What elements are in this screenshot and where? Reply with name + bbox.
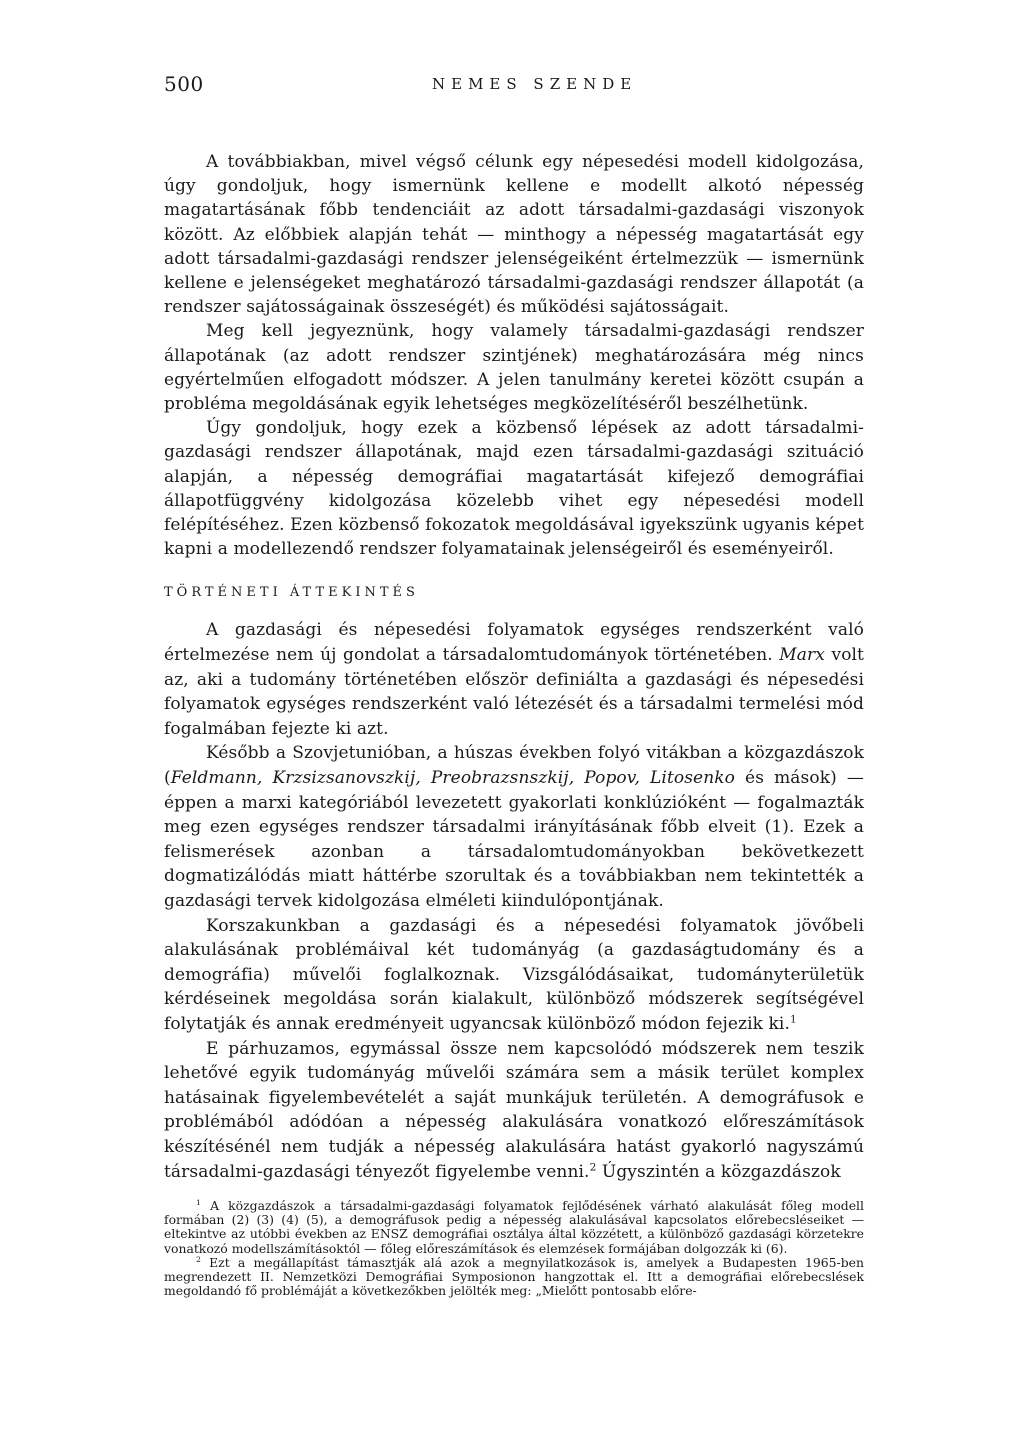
paragraph: A továbbiakban, mivel végső célunk egy népesedési modell kidolgozása, úgy gondoljuk, hogy ismernünk kellene e modellt alkotó népesség magatartásának főbb tendenciáit az adott társadalmi-gazdasági viszonyok között. Az előbbiek alapján tehát — minthogy a népesség magatartását egy adott társadalmi-gazdasági rendszer jelenségeiként értelmezzük — ismernünk kellene e jelenségeket meghatározó társadalmi-gazdasági rendszer állapotát (a rendszer sajátosságainak összeségét) és működési sajátosságait. <box>164 152 864 318</box>
paragraph-text: és mások) — éppen a marxi kategóriából levezetett gyakorlati konklúzióként — fogalmazták meg ezen egységes rendszer társadalmi irányításának főbb elveit (1). Ezek a felismerések azonban a társadalomtudományokban bekövetkezett dogmatizálódás miatt háttérbe szorultak és a továbbiakban nem tekintették a gazdasági tervek kidolgozása elméleti kiindulópontjának. <box>164 768 864 911</box>
paragraph-text: Korszakunkban a gazdasági és a népesedési folyamatok jövőbeli alakulásának problémáival két tudományág (a gazdaságtudomány és a demográfia) művelői foglalkoznak. Vizsgálódásaikat, tudományterületük kérdéseinek megoldása során kialakult, különböző módszerek segítségével folytatják és annak eredményeit ugyancsak különböző módon fejezik ki. <box>164 915 864 1034</box>
running-head-author: NEMES SZENDE <box>432 75 638 93</box>
footnote-number: 2 <box>196 1254 201 1264</box>
footnote <box>164 1256 864 1299</box>
author-name-marx: Marx <box>779 645 825 666</box>
footnotes <box>164 1199 864 1298</box>
page-number: 500 <box>164 72 204 96</box>
paragraph-text: volt az, aki a tudomány történetében először definiálta a gazdasági és népesedési folyamatok egységes rendszerként való létezését és a társadalmi termelési mód fogalmában fejezte ki azt. <box>164 645 864 739</box>
footnote-text: Ezt a megállapítást támasztják alá azok a megnyilatkozások is, amelyek a Budapesten 1965-ben megrendezett II. Nemzetközi Demográfiai Symposionon hangzottak el. Itt a demográfiai előrebecslések megoldandó fő problémáját a következőkben jelölték meg: „Mielőtt pontosabb előre- <box>164 1254 864 1299</box>
paragraph <box>164 914 864 1037</box>
paragraph <box>164 741 864 913</box>
body-text <box>164 150 864 1184</box>
footnote-text: A közgazdászok a társadalmi-gazdasági folyamatok fejlődésének várható alakulását főleg modell formában (2) (3) (4) (5), a demográfusok pedig a népesség alakulásával kapcsolatos előrebecsléseiket — eltekintve az utóbbi években az ENSZ demográfiai osztálya által közzétett, a különböző gazdasági körzetekre vonatkozó modellszámításoktól — főleg előreszámítások és elemzések formájában dolgozzák ki (6). <box>164 1198 864 1256</box>
paragraph: Meg kell jegyeznünk, hogy valamely társadalmi-gazdasági rendszer állapotának (az adott rendszer szintjének) meghatározására még nincs egyértelműen elfogadott módszer. A jelen tanulmány keretei között csupán a probléma megoldásának egyik lehetséges megközelítéséről beszélhetünk. <box>164 321 864 415</box>
paragraph-text: Úgyszintén a közgazdászok <box>601 1161 841 1182</box>
footnote <box>164 1199 864 1256</box>
author-names: Feldmann, Krzsizsanovszkij, Preobrazsnszkij, Popov, Litosenko <box>170 768 735 789</box>
footnote-ref: 1 <box>789 1013 797 1026</box>
running-head <box>164 72 864 100</box>
footnote-ref: 2 <box>589 1160 597 1173</box>
section-historical-overview <box>164 585 864 1184</box>
paragraph <box>164 1037 864 1185</box>
paragraph <box>164 618 864 741</box>
section-heading: TÖRTÉNETI ÁTTEKINTÉS <box>164 585 419 601</box>
paragraph-text: Később a Szovjetunióban, a húszas években folyó vitákban a közgazdászok ( <box>164 743 864 789</box>
paragraph-text: A gazdasági és népesedési folyamatok egységes rendszerként való értelmezése nem új gondolat a társadalomtudományok történetében. <box>164 620 864 666</box>
paragraph-text: E párhuzamos, egymással össze nem kapcsolódó módszerek nem teszik lehetővé egyik tudományág művelői számára sem a másik terület komplex hatásainak figyelembevételét a saját munkájuk területén. A demográfusok e problémából adódóan a népesség alakulására vonatkozó előreszámítások készítésénél nem tudják a népesség alakulására hatást gyakorló nagyszámú társadalmi-gazdasági tényezőt figyelembe venni. <box>164 1038 864 1182</box>
footnote-number: 1 <box>196 1197 201 1207</box>
paragraph: Úgy gondoljuk, hogy ezek a közbenső lépések az adott társadalmi-gazdasági rendszer állapotának, majd ezen társadalmi-gazdasági szituáció alapján, a népesség demográfiai magatartását kifejező demográfiai állapotfüggvény kidolgozása közelebb vihet egy népesedési modell felépítéséhez. Ezen közbenső fokozatok megoldásával igyekszünk ugyanis képet kapni a modellezendő rendszer folyamatainak jelenségeiről és eseményeiről. <box>164 418 864 560</box>
